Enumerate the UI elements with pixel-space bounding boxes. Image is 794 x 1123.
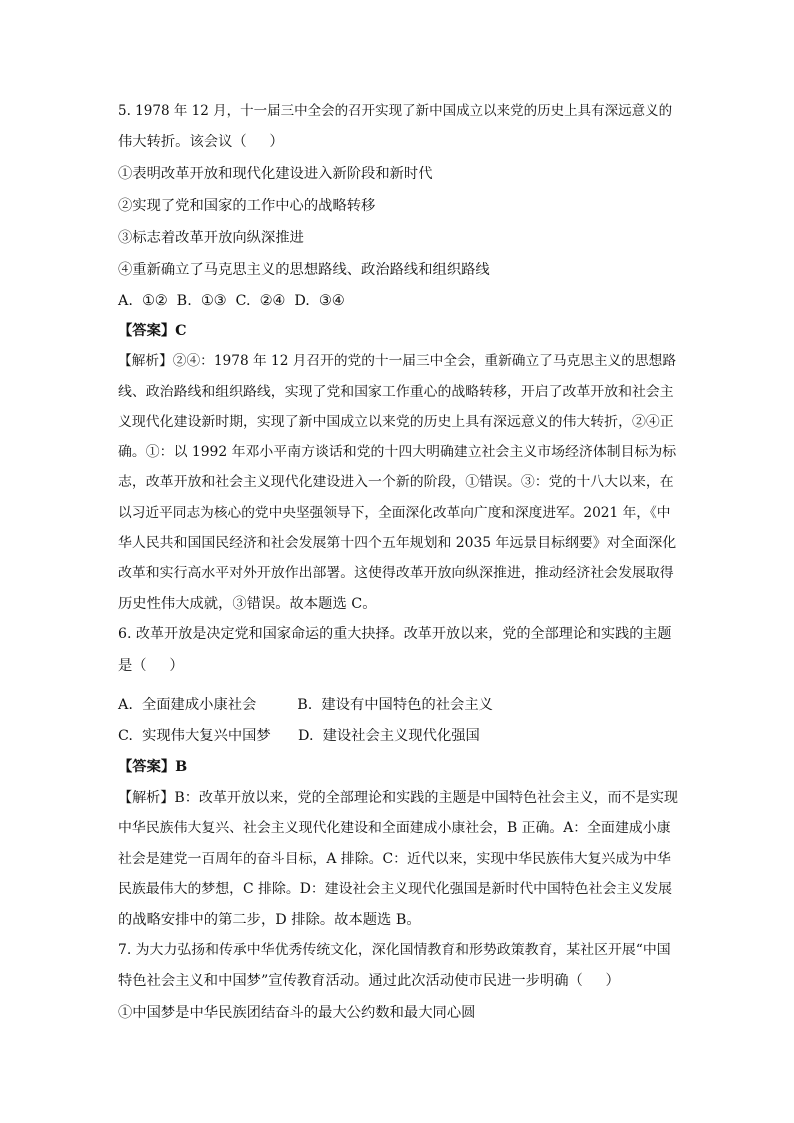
q6-stem-line-2: 是（ ） (118, 658, 184, 674)
q5-stem-line-2: 伟大转折。该会议（ ） (118, 134, 284, 150)
q6-answer: 【答案】B (118, 759, 188, 775)
q5-analysis-line-5: 志，改革开放和社会主义现代化建设进入一个新的阶段，①错误。③：党的十八大以来，在 (118, 474, 674, 490)
q6-analysis-line-3: 社会是建党一百周年的奋斗目标，A 排除。C：近代以来，实现中华民族伟大复兴成为中华 (118, 851, 671, 867)
q5-option-1: ①表明改革开放和现代化建设进入新阶段和新时代 (118, 166, 433, 182)
q5-analysis-line-7: 华人民共和国国民经济和社会发展第十四个五年规划和 2035 年远景目标纲要》对全面深化 (118, 535, 677, 551)
q6-analysis-line-2: 中华民族伟大复兴、社会主义现代化建设和全面建成小康社会，B 正确。A：全面建成小康 (118, 820, 671, 836)
q5-analysis-line-9: 历史性伟大成就，③错误。故本题选 C。 (118, 596, 377, 612)
q5-answer: 【答案】C (118, 323, 187, 339)
q6-analysis-line-1: 【解析】B：改革开放以来，党的全部理论和实践的主题是中国特色社会主义，而不是实现 (118, 790, 679, 806)
q5-analysis-line-1: 【解析】②④：1978 年 12 月召开的党的十一届三中全会，重新确立了马克思主义的思想路 (118, 353, 677, 369)
q5-analysis-line-4: 确。①：以 1992 年邓小平南方谈话和党的十四大明确建立社会主义市场经济体制目标为标 (118, 444, 677, 460)
q6-stem-line-1: 6. 改革开放是决定党和国家命运的重大抉择。改革开放以来，党的全部理论和实践的主题 (118, 626, 672, 642)
q6-analysis-line-4: 民族最伟大的梦想，C 排除。D：建设社会主义现代化强国是新时代中国特色社会主义发展 (118, 881, 673, 897)
q5-option-4: ④重新确立了马克思主义的思想路线、政治路线和组织路线 (118, 262, 490, 278)
q5-stem-line-1: 5. 1978 年 12 月，十一届三中全会的召开实现了新中国成立以来党的历史上具有深远意义的 (118, 103, 673, 119)
q5-analysis-line-3: 义现代化建设新时期，实现了新中国成立以来党的历史上具有深远意义的伟大转折，②④正 (118, 414, 674, 430)
q7-stem-line-1: 7. 为大力弘扬和传承中华优秀传统文化，深化国情教育和形势政策教育，某社区开展“中国 (118, 942, 671, 958)
q7-stem-line-2: 特色社会主义和中国梦”宣传教育活动。通过此次活动使市民进一步明确（ ） (118, 973, 620, 989)
q5-analysis-line-6: 以习近平同志为核心的党中央坚强领导下，全面深化改革向广度和深度进军。2021 年，《中 (118, 505, 671, 521)
q5-analysis-line-2: 线、政治路线和组织路线，实现了党和国家工作重心的战略转移，开启了改革开放和社会主 (118, 384, 674, 400)
q6-analysis-line-5: 的战略安排中的第二步，D 排除。故本题选 B。 (118, 912, 421, 928)
q6-choices-cd: C. 实现伟大复兴中国梦 D. 建设社会主义现代化强国 (118, 728, 480, 744)
q5-analysis-line-8: 改革和实行高水平对外开放作出部署。这使得改革开放向纵深推进，推动经济社会发展取得 (118, 565, 674, 581)
q5-option-3: ③标志着改革开放向纵深推进 (118, 230, 304, 246)
q6-choices-ab: A. 全面建成小康社会 B. 建设有中国特色的社会主义 (118, 697, 493, 713)
q7-option-1: ①中国梦是中华民族团结奋斗的最大公约数和最大同心圆 (118, 1005, 476, 1021)
q5-choices: A. ①② B. ①③ C. ②④ D. ③④ (118, 293, 345, 309)
q5-option-2: ②实现了党和国家的工作中心的战略转移 (118, 198, 376, 214)
